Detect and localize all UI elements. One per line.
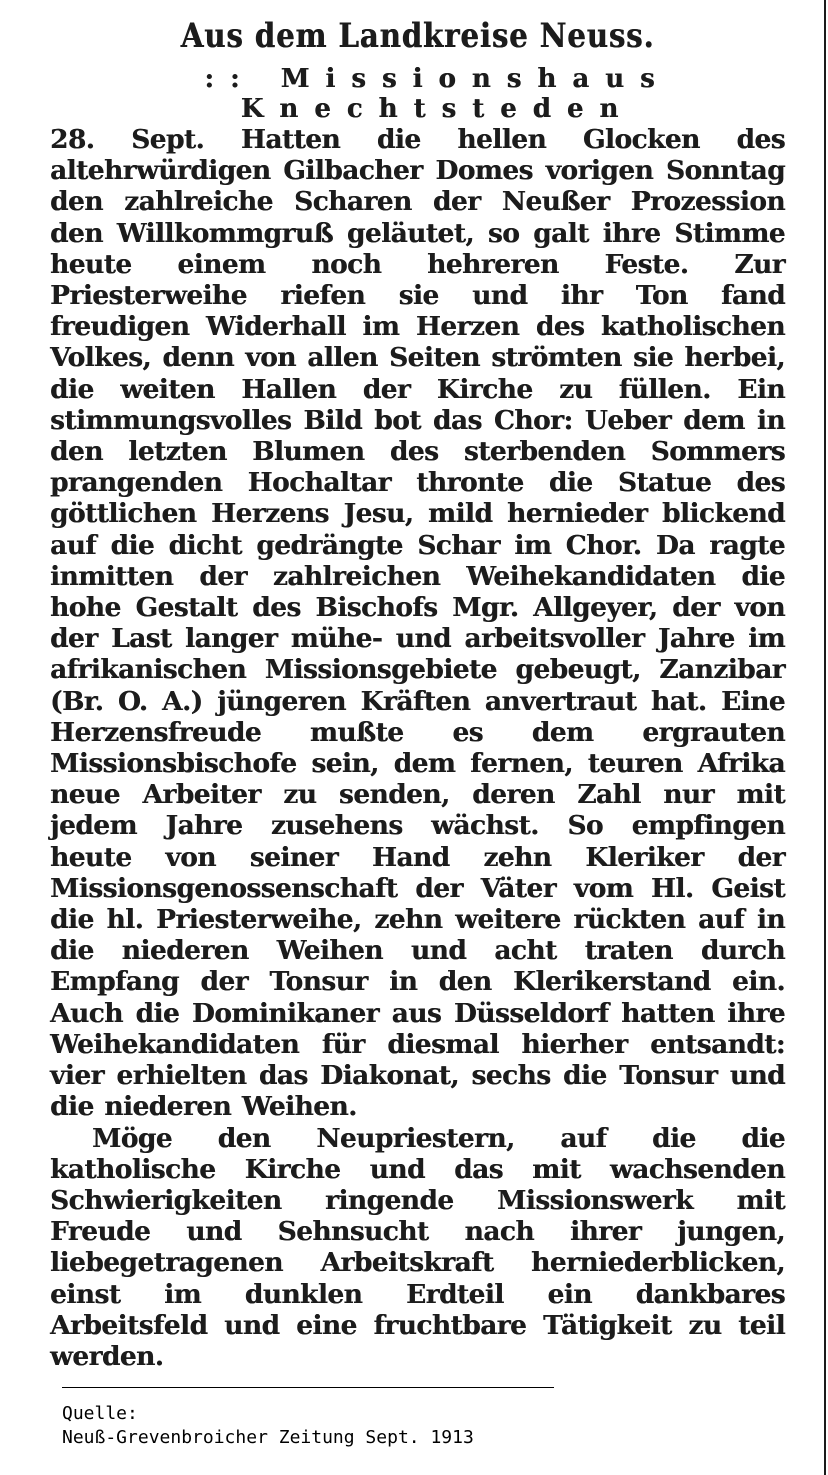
- article-subheading: :: Missionshaus Knechtsteden: [204, 64, 671, 124]
- article-paragraph-1: 28. Sept. Hatten die hellen Glocken des altehrwürdigen Gilbacher Domes vorigen Sonntag den zahlreiche Scharen der Neußer Prozession den Willkommgruß geläutet, so galt ihre Stimme heute einem noch hehreren Feste. Zur Priesterweihe riefen sie und ihr Ton fand freudigen Widerhall im Herzen des katholischen Volkes, denn von allen Seiten strömten sie herbei, die weiten Hallen der Kirche zu füllen. Ein stimmungsvolles Bild bot das Chor: Ueber dem in den letzten Blumen des sterbenden Sommers prangenden Hochaltar thronte die Statue des göttlichen Herzens Jesu, mild hernieder blickend auf die dicht gedrängte Schar im Chor. Da ragte inmitten der zahlreichen Weihekandidaten die hohe Gestalt des Bischofs Mgr. Allgeyer, der von der Last langer mühe- und arbeitsvoller Jahre im afrikanischen Missionsgebiete gebeugt, Zanzibar (Br. O. A.) jüngeren Kräften anvertraut hat. Eine Herzensfreude mußte es dem ergrauten Missionsbischofe sein, dem fernen, teuren Afrika neue Arbeiter zu senden, deren Zahl nur mit jedem Jahre zusehens wächst. So empfingen heute von seiner Hand zehn Kleriker der Missionsgenossenschaft der Väter vom Hl. Geist die hl. Priesterweihe, zehn weitere rückten auf in die niederen Weihen und acht traten durch Empfang der Tonsur in den Klerikerstand ein. Auch die Dominikaner aus Düsseldorf hatten ihre Weihekandidaten für diesmal hierher entsandt: vier erhielten das Diakonat, sechs die Tonsur und die niederen Weihen.: [50, 124, 785, 1123]
- scan-edge-line: [824, 0, 826, 1475]
- source-label: Quelle:: [62, 1403, 138, 1424]
- source-text: Neuß-Grevenbroicher Zeitung Sept. 1913: [62, 1427, 474, 1448]
- article-paragraph-2: Möge den Neupriestern, auf die die katholische Kirche und das mit wachsenden Schwierigkeiten ringende Missionswerk mit Freude und Sehnsucht nach ihrer jungen, liebegetragenen Arbeitskraft herniederblicken, einst im dunklen Erdteil ein dankbares Arbeitsfeld und eine fruchtbare Tätigkeit zu teil werden.: [50, 1122, 785, 1372]
- source-divider: [62, 1387, 554, 1388]
- source-citation: [62, 1402, 474, 1450]
- newspaper-clipping: [50, 14, 785, 1372]
- article-headline: Aus dem Landkreise Neuss.: [180, 16, 655, 56]
